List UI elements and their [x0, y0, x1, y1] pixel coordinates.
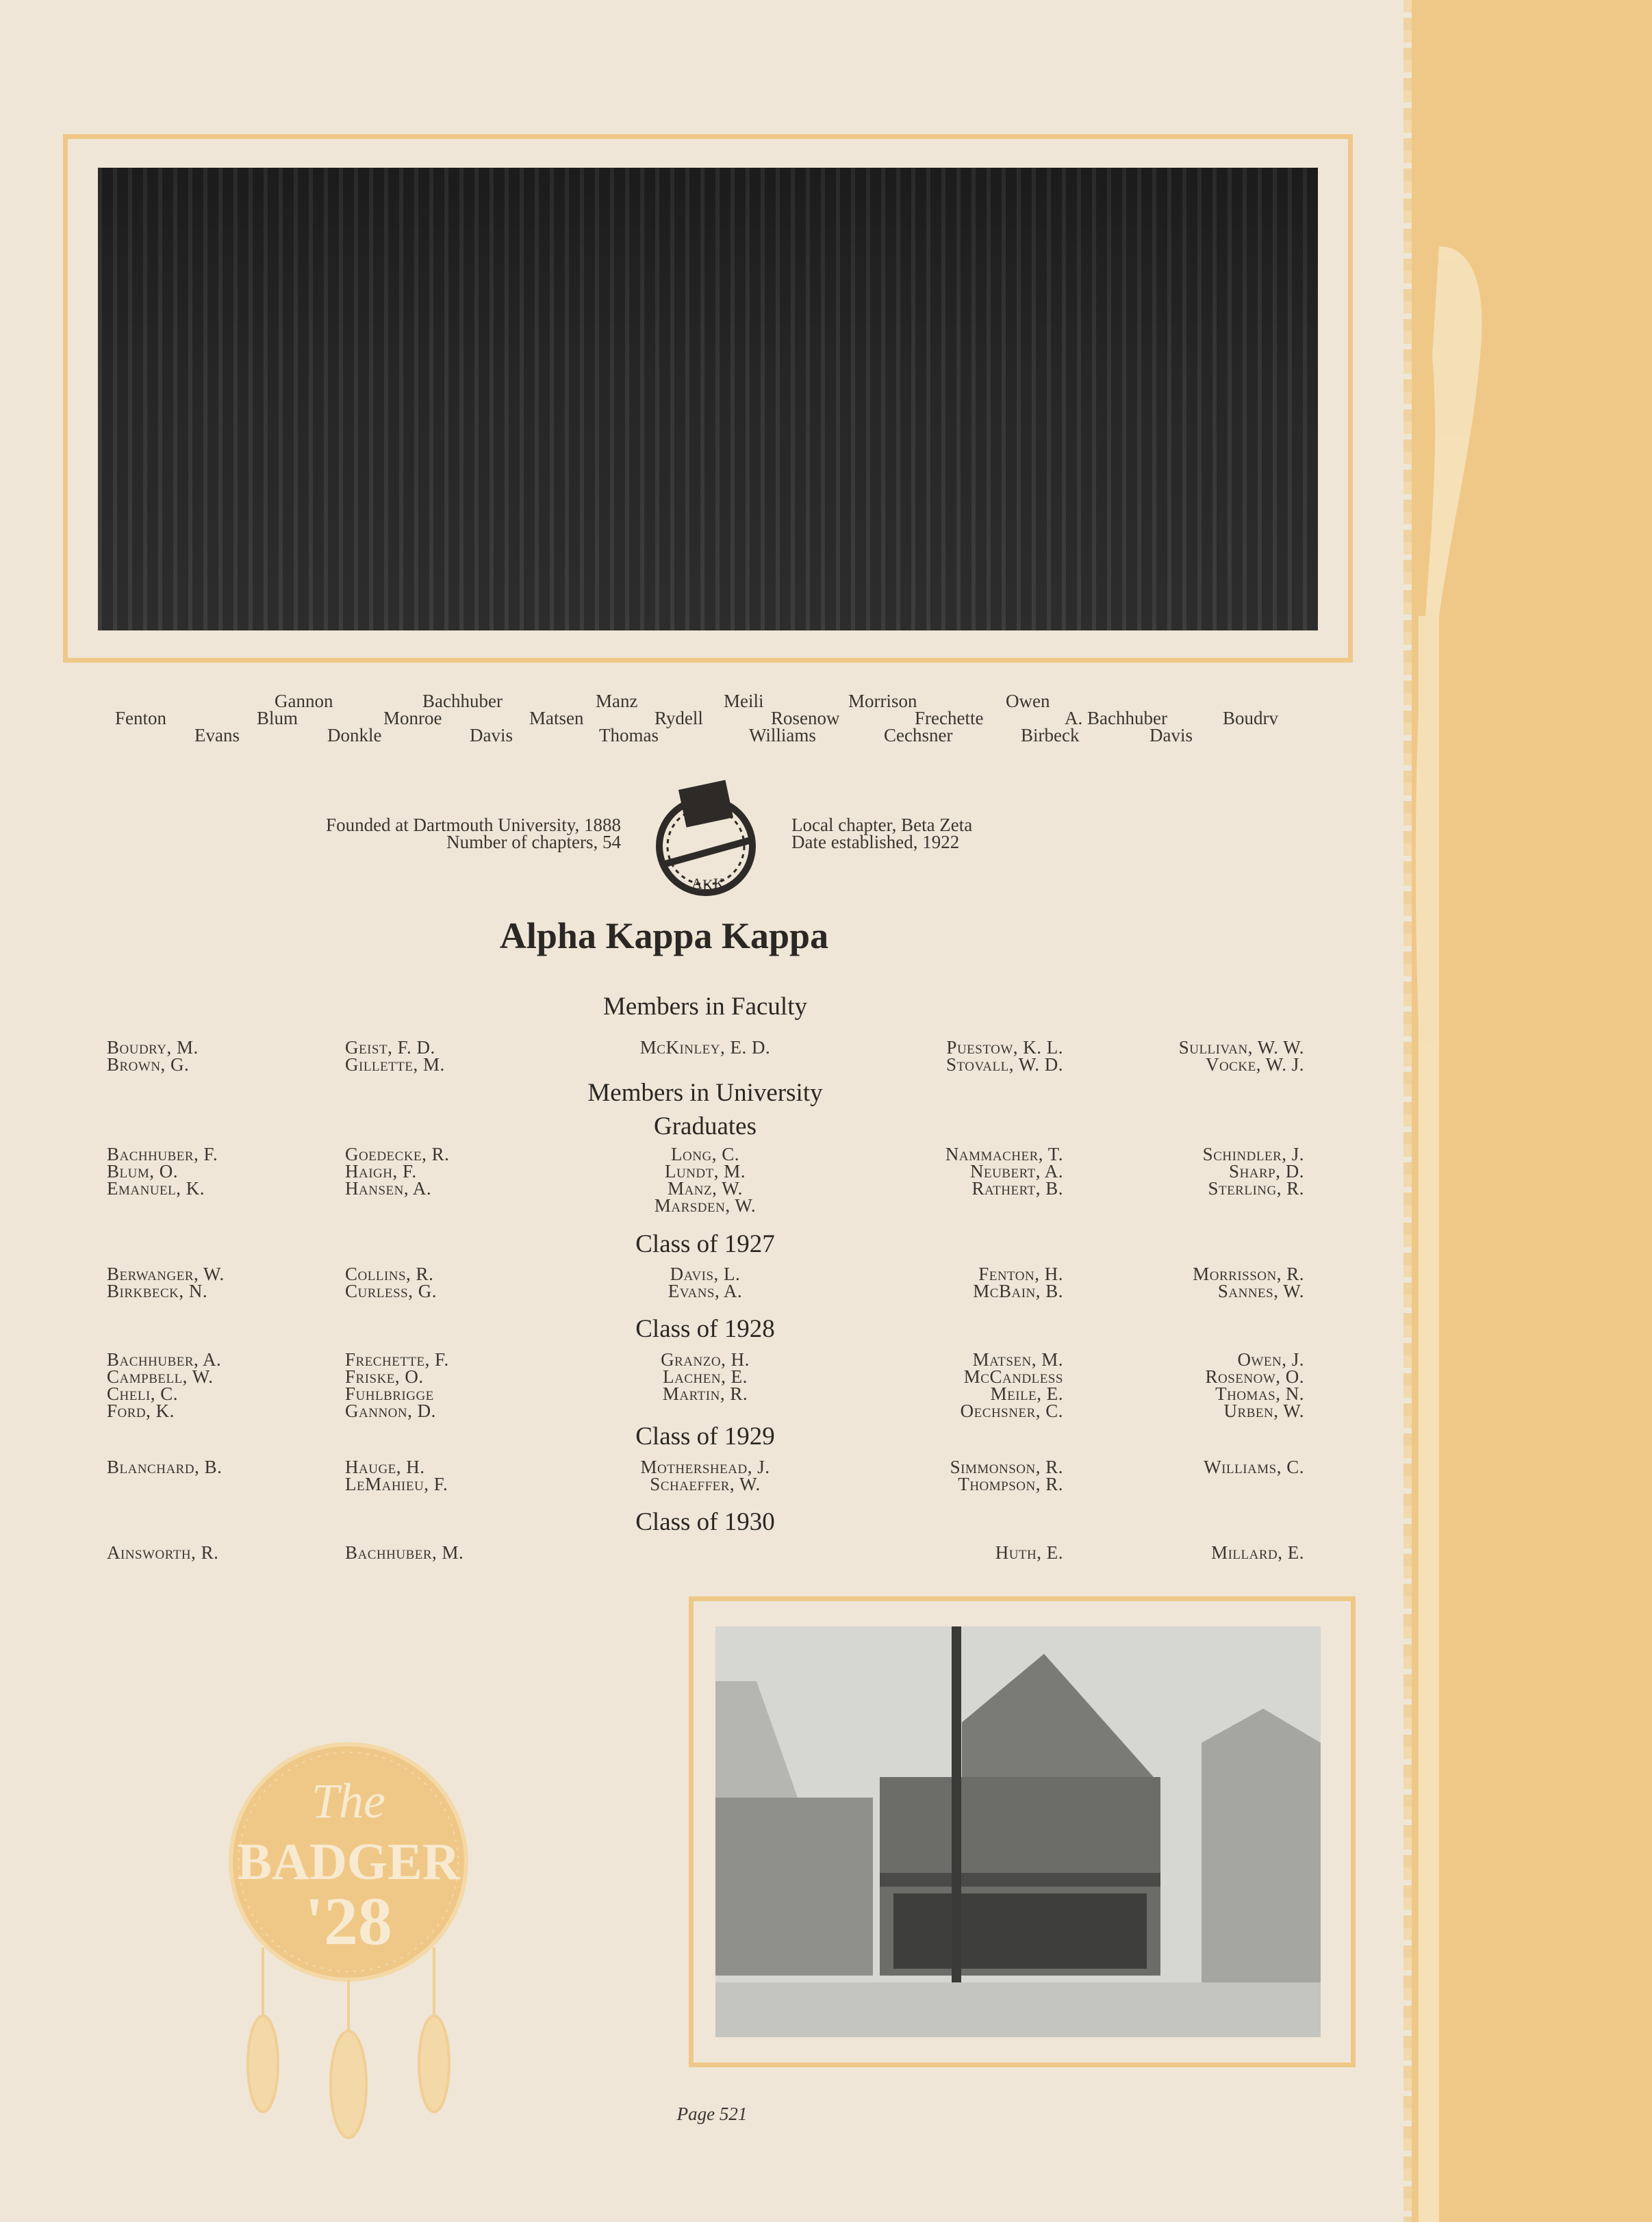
member-column: [602, 1146, 808, 1214]
member-column: [107, 1039, 199, 1073]
member-name: Puestow, K. L.: [946, 1037, 1063, 1058]
caption-name: Thomas: [599, 725, 659, 745]
member-name: Thomas, N.: [1215, 1383, 1304, 1404]
caption-name: Rosenow: [771, 708, 840, 728]
member-name: Huth, E.: [995, 1542, 1063, 1563]
member-column: [995, 1544, 1063, 1561]
member-column: [973, 1266, 1063, 1300]
member-name: Urben, W.: [1223, 1401, 1304, 1421]
chapter-line: Date established, 1922: [791, 832, 960, 852]
member-column: [107, 1459, 222, 1476]
badger-logo-text: '28: [305, 1883, 392, 1959]
member-name: Berwanger, W.: [107, 1264, 225, 1284]
caption-name: Williams: [749, 725, 816, 745]
member-name: Ainsworth, R.: [107, 1542, 219, 1563]
caption-name: Morrison: [848, 691, 917, 711]
member-column: [345, 1351, 449, 1420]
member-column: [602, 1351, 808, 1403]
member-column: [345, 1459, 448, 1493]
caption-name: Monroe: [383, 708, 442, 728]
member-name: Birkbeck, N.: [107, 1281, 208, 1301]
member-column: [345, 1544, 463, 1561]
caption-name: Owen: [1006, 691, 1050, 711]
founding-info: [326, 817, 621, 851]
member-name: McCandless: [963, 1366, 1063, 1387]
page-number: Page 521: [676, 2104, 748, 2124]
member-name: Nammacher, T.: [945, 1144, 1063, 1164]
member-name: Emanuel, K.: [107, 1178, 205, 1199]
member-name: Cheli, C.: [107, 1383, 179, 1404]
member-name: McKinley, E. D.: [639, 1037, 771, 1058]
caption-name: Davis: [1149, 725, 1193, 745]
caption-name: Frechette: [915, 708, 984, 728]
member-column: [950, 1459, 1063, 1493]
member-name: Manz, W.: [668, 1178, 743, 1199]
member-name: Bachhuber, A.: [107, 1349, 222, 1370]
member-name: Oechsner, C.: [960, 1401, 1063, 1421]
member-column: [1211, 1544, 1304, 1561]
caption-name: Davis: [470, 725, 513, 745]
member-name: Simmonson, R.: [950, 1457, 1063, 1477]
member-name: Friske, O.: [345, 1366, 424, 1387]
member-name: Brown, G.: [107, 1054, 190, 1075]
member-name: Mothershead, J.: [640, 1457, 770, 1477]
section-heading: Class of 1927: [635, 1230, 775, 1258]
member-column: [107, 1146, 218, 1197]
caption-name: Meili: [724, 691, 764, 711]
member-name: Stovall, W. D.: [946, 1054, 1063, 1075]
member-column: [946, 1039, 1063, 1073]
member-name: Hauge, H.: [345, 1457, 425, 1477]
decorative-border-band: [1412, 0, 1652, 2222]
chapter-line: Local chapter, Beta Zeta: [791, 815, 973, 835]
member-name: Marsden, W.: [654, 1195, 757, 1216]
crest-letter: K: [702, 876, 713, 893]
badger-logo-text: BADGER: [237, 1833, 460, 1891]
caption-name: Cechsner: [884, 725, 953, 745]
member-name: Frechette, F.: [345, 1349, 449, 1370]
caption-name: Donkle: [327, 725, 382, 745]
member-name: Granzo, H.: [661, 1349, 750, 1370]
badger-logo-icon: [222, 1742, 475, 2139]
member-name: Collins, R.: [345, 1264, 434, 1284]
section-heading: Members in University: [587, 1079, 823, 1107]
feather-ornament-icon: [1412, 0, 1652, 2222]
member-name: Blanchard, B.: [107, 1457, 223, 1477]
member-name: Davis, L.: [670, 1264, 741, 1284]
member-name: Goedecke, R.: [345, 1144, 450, 1164]
member-name: Sharp, D.: [1229, 1161, 1304, 1182]
caption-name: Bachhuber: [422, 691, 503, 711]
caption-name: Manz: [596, 691, 638, 711]
member-column: [107, 1544, 218, 1561]
chapter-info: [791, 817, 972, 851]
member-name: Boudry, M.: [107, 1037, 199, 1058]
section-heading: Members in Faculty: [602, 993, 807, 1021]
member-name: Morrisson, R.: [1193, 1264, 1304, 1284]
member-name: Williams, C.: [1204, 1457, 1304, 1477]
member-name: Curless, G.: [345, 1281, 437, 1301]
member-name: Lachen, E.: [663, 1366, 748, 1387]
member-name: Gannon, D.: [345, 1401, 436, 1421]
member-column: [345, 1146, 449, 1197]
section-heading: Class of 1929: [635, 1422, 775, 1451]
caption-name: Birbeck: [1021, 725, 1080, 745]
member-name: LeMahieu, F.: [345, 1474, 448, 1494]
member-name: Sterling, R.: [1208, 1178, 1304, 1199]
member-column: [602, 1459, 808, 1493]
caption-name: A. Bachhuber: [1065, 708, 1167, 728]
founding-line: Number of chapters, 54: [446, 832, 621, 852]
founding-line: Founded at Dartmouth University, 1888: [326, 815, 621, 835]
member-column: [602, 1266, 808, 1300]
house-image: [715, 1626, 1321, 2037]
caption-name: Rydell: [655, 708, 703, 728]
member-name: Ford, K.: [107, 1401, 175, 1421]
member-name: Blum, O.: [107, 1161, 178, 1182]
section-heading: Class of 1930: [635, 1508, 775, 1536]
member-name: Sullivan, W. W.: [1178, 1037, 1304, 1058]
member-name: Campbell, W.: [107, 1366, 214, 1387]
member-column: [961, 1351, 1063, 1420]
member-name: Haigh, F.: [345, 1161, 417, 1182]
member-name: Sannes, W.: [1217, 1281, 1304, 1301]
crest-letter: K: [713, 875, 724, 892]
member-name: McBain, B.: [973, 1281, 1063, 1301]
member-name: Rathert, B.: [971, 1178, 1063, 1199]
member-name: Neubert, A.: [969, 1161, 1063, 1182]
member-column: [602, 1039, 808, 1056]
badger-logo-text: The: [312, 1774, 385, 1828]
member-name: Long, C.: [671, 1144, 739, 1164]
caption-name: Matsen: [529, 708, 584, 728]
member-name: Geist, F. D.: [345, 1037, 435, 1058]
member-name: Fuhlbrigge: [345, 1383, 434, 1404]
member-column: [1179, 1039, 1304, 1073]
member-column: [1193, 1266, 1304, 1300]
caption-name: Gannon: [275, 691, 333, 711]
member-name: Bachhuber, M.: [345, 1542, 464, 1563]
member-column: [1204, 1459, 1304, 1476]
member-column: [107, 1351, 221, 1420]
section-heading: Graduates: [654, 1112, 757, 1140]
member-name: Gillette, M.: [345, 1054, 445, 1075]
member-name: Martin, R.: [662, 1383, 748, 1404]
caption-name: Blum: [257, 708, 298, 728]
member-column: [345, 1039, 445, 1073]
member-name: Rosenow, O.: [1205, 1366, 1304, 1387]
member-name: Schindler, J.: [1202, 1144, 1304, 1164]
member-name: Owen, J.: [1237, 1349, 1304, 1370]
chapter-house-photo: [715, 1626, 1321, 2037]
caption-name: Fenton: [115, 708, 167, 728]
member-name: Vocke, W. J.: [1206, 1054, 1304, 1075]
member-column: [945, 1146, 1063, 1197]
member-name: Bachhuber, F.: [107, 1144, 218, 1164]
group-figures-image: [98, 168, 1318, 630]
caption-name: Evans: [194, 725, 240, 745]
group-photo: [98, 168, 1318, 630]
fraternity-crest-icon: [642, 772, 770, 899]
member-column: [1203, 1146, 1304, 1197]
member-name: Evans, A.: [668, 1281, 743, 1301]
member-column: [345, 1266, 437, 1300]
member-name: Schaeffer, W.: [650, 1474, 761, 1494]
member-name: Lundt, M.: [664, 1161, 746, 1182]
member-name: Meile, E.: [990, 1383, 1063, 1404]
crest-letter: A: [691, 875, 702, 892]
member-name: Millard, E.: [1211, 1542, 1304, 1563]
caption-name: Boudrv: [1223, 708, 1278, 728]
member-name: Hansen, A.: [345, 1178, 432, 1199]
member-name: Matsen, M.: [972, 1349, 1063, 1370]
member-column: [1205, 1351, 1304, 1420]
member-name: Fenton, H.: [978, 1264, 1063, 1284]
member-column: [107, 1266, 225, 1300]
member-name: Thompson, R.: [958, 1474, 1063, 1494]
section-heading: Class of 1928: [635, 1315, 775, 1343]
fraternity-title: Alpha Kappa Kappa: [499, 915, 829, 956]
